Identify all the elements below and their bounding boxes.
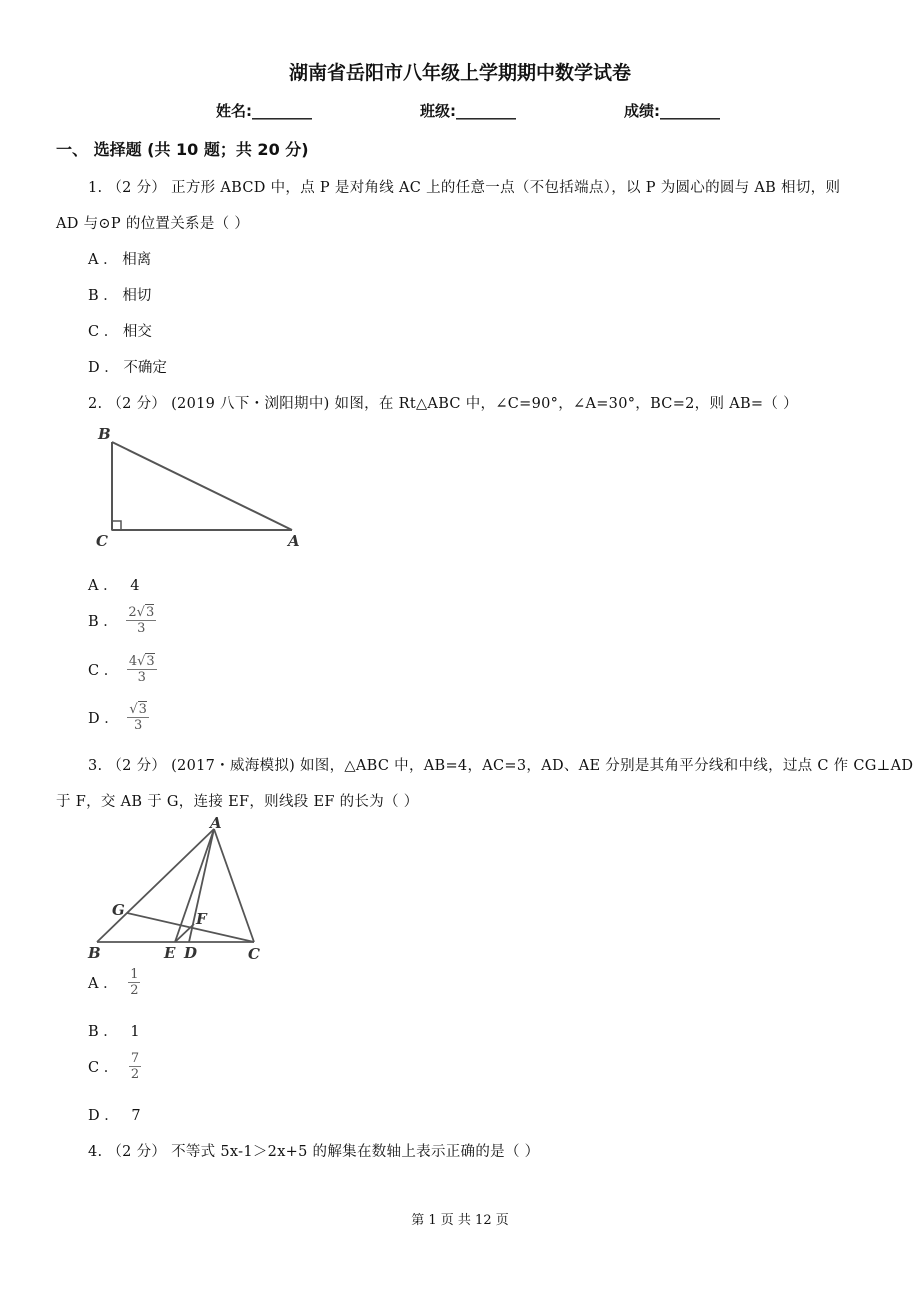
- denominator: 3: [134, 718, 143, 733]
- question-1-line-2: AD 与⊙P 的位置关系是（ ）: [56, 216, 250, 232]
- right-angle-mark: [112, 521, 121, 530]
- q2-option-c-fraction: $\frac{4√3}{3}$: [128, 654, 155, 685]
- q3-option-b: [88, 1020, 140, 1041]
- label-a: A: [288, 532, 300, 550]
- q3-option-c-letter: C ．: [88, 1060, 119, 1076]
- numerator: 1: [130, 967, 139, 982]
- question-2-line-1: 2. （2 分） (2019 八下・浏阳期中) 如图，在 Rt△ABC 中，∠C=90°，∠A=30°，BC=2，则 AB=（ ）: [88, 396, 798, 412]
- q2-option-b-letter: B ．: [88, 614, 118, 630]
- q2-option-d: [88, 703, 149, 732]
- q2-option-b: [88, 606, 156, 635]
- denominator: 2: [130, 1067, 140, 1082]
- question-1-line-1: 1. （2 分） 正方形 ABCD 中，点 P 是对角线 AC 上的任意一点（不包括端点），以 P 为圆心的圆与 AB 相切，则: [88, 180, 841, 196]
- page-title: 湖南省岳阳市八年级上学期期中数学试卷: [288, 62, 631, 84]
- q3-option-d: [88, 1104, 141, 1125]
- q1-option-c: C ． 相交: [88, 324, 152, 340]
- class-field: 班级:________: [420, 102, 516, 120]
- question-3-line-1: 3. （2 分） (2017・威海模拟) 如图，△ABC 中，AB=4，AC=3，AD、AE 分别是其角平分线和中线，过点 C 作 CG⊥AD: [88, 758, 914, 774]
- triangle-bisector-figure: [82, 812, 282, 970]
- label-f: F: [196, 910, 207, 928]
- label-g: G: [112, 901, 125, 919]
- label-b: B: [98, 425, 111, 443]
- q3-option-a: [88, 968, 140, 997]
- q2-option-a-letter: A ．: [88, 578, 118, 594]
- label-a: A: [210, 814, 222, 832]
- q2-option-c: [88, 655, 157, 684]
- q1-option-d: D ． 不确定: [88, 360, 167, 376]
- label-c: C: [248, 945, 260, 963]
- q3-option-d-value: 7: [131, 1108, 141, 1124]
- segment-ac: [214, 829, 254, 942]
- label-b: B: [88, 944, 101, 962]
- denominator: 3: [137, 621, 146, 636]
- q3-option-a-fraction: [128, 968, 140, 997]
- q3-option-d-letter: D ．: [88, 1108, 119, 1124]
- label-d: D: [184, 944, 198, 962]
- page-footer: 第 1 页 共 12 页: [411, 1213, 509, 1228]
- q3-option-c-fraction: [129, 1052, 141, 1081]
- right-triangle-figure: [90, 422, 320, 557]
- side-ab: [112, 442, 292, 530]
- numerator-coefficient: 4: [128, 654, 138, 669]
- denominator: 2: [130, 983, 139, 998]
- section-heading: 一、 选择题 (共 10 题；共 20 分): [56, 140, 309, 159]
- name-field: 姓名:________: [216, 102, 312, 120]
- denominator: 3: [137, 670, 146, 685]
- radicand: 3: [146, 654, 155, 669]
- radicand: 3: [145, 605, 155, 620]
- q2-option-c-letter: C ．: [88, 663, 119, 679]
- numerator-coefficient: 2: [128, 605, 137, 620]
- radicand: 3: [138, 702, 147, 717]
- q3-option-c: [88, 1052, 141, 1081]
- question-3-line-2: 于 F，交 AB 于 G，连接 EF，则线段 EF 的长为（ ）: [56, 794, 419, 810]
- q2-option-a: [88, 574, 139, 595]
- q2-option-a-value: 4: [130, 578, 140, 594]
- label-e: E: [164, 944, 176, 962]
- q3-option-b-value: 1: [130, 1024, 140, 1040]
- score-field: 成绩:________: [624, 102, 720, 120]
- question-4-line-1: 4. （2 分） 不等式 5x-1＞2x+5 的解集在数轴上表示正确的是（ ）: [88, 1144, 540, 1160]
- q2-option-b-fraction: $\frac{2√3}{3}$: [128, 605, 155, 636]
- q3-option-b-letter: B ．: [88, 1024, 118, 1040]
- q3-option-a-letter: A ．: [88, 976, 118, 992]
- q2-option-d-letter: D ．: [88, 711, 119, 727]
- q1-option-a: A ． 相离: [88, 252, 152, 268]
- numerator: 7: [130, 1051, 140, 1066]
- q2-option-d-fraction: $\frac{√3}{3}$: [129, 702, 147, 733]
- q1-option-b: B ． 相切: [88, 288, 152, 304]
- label-c: C: [96, 532, 108, 550]
